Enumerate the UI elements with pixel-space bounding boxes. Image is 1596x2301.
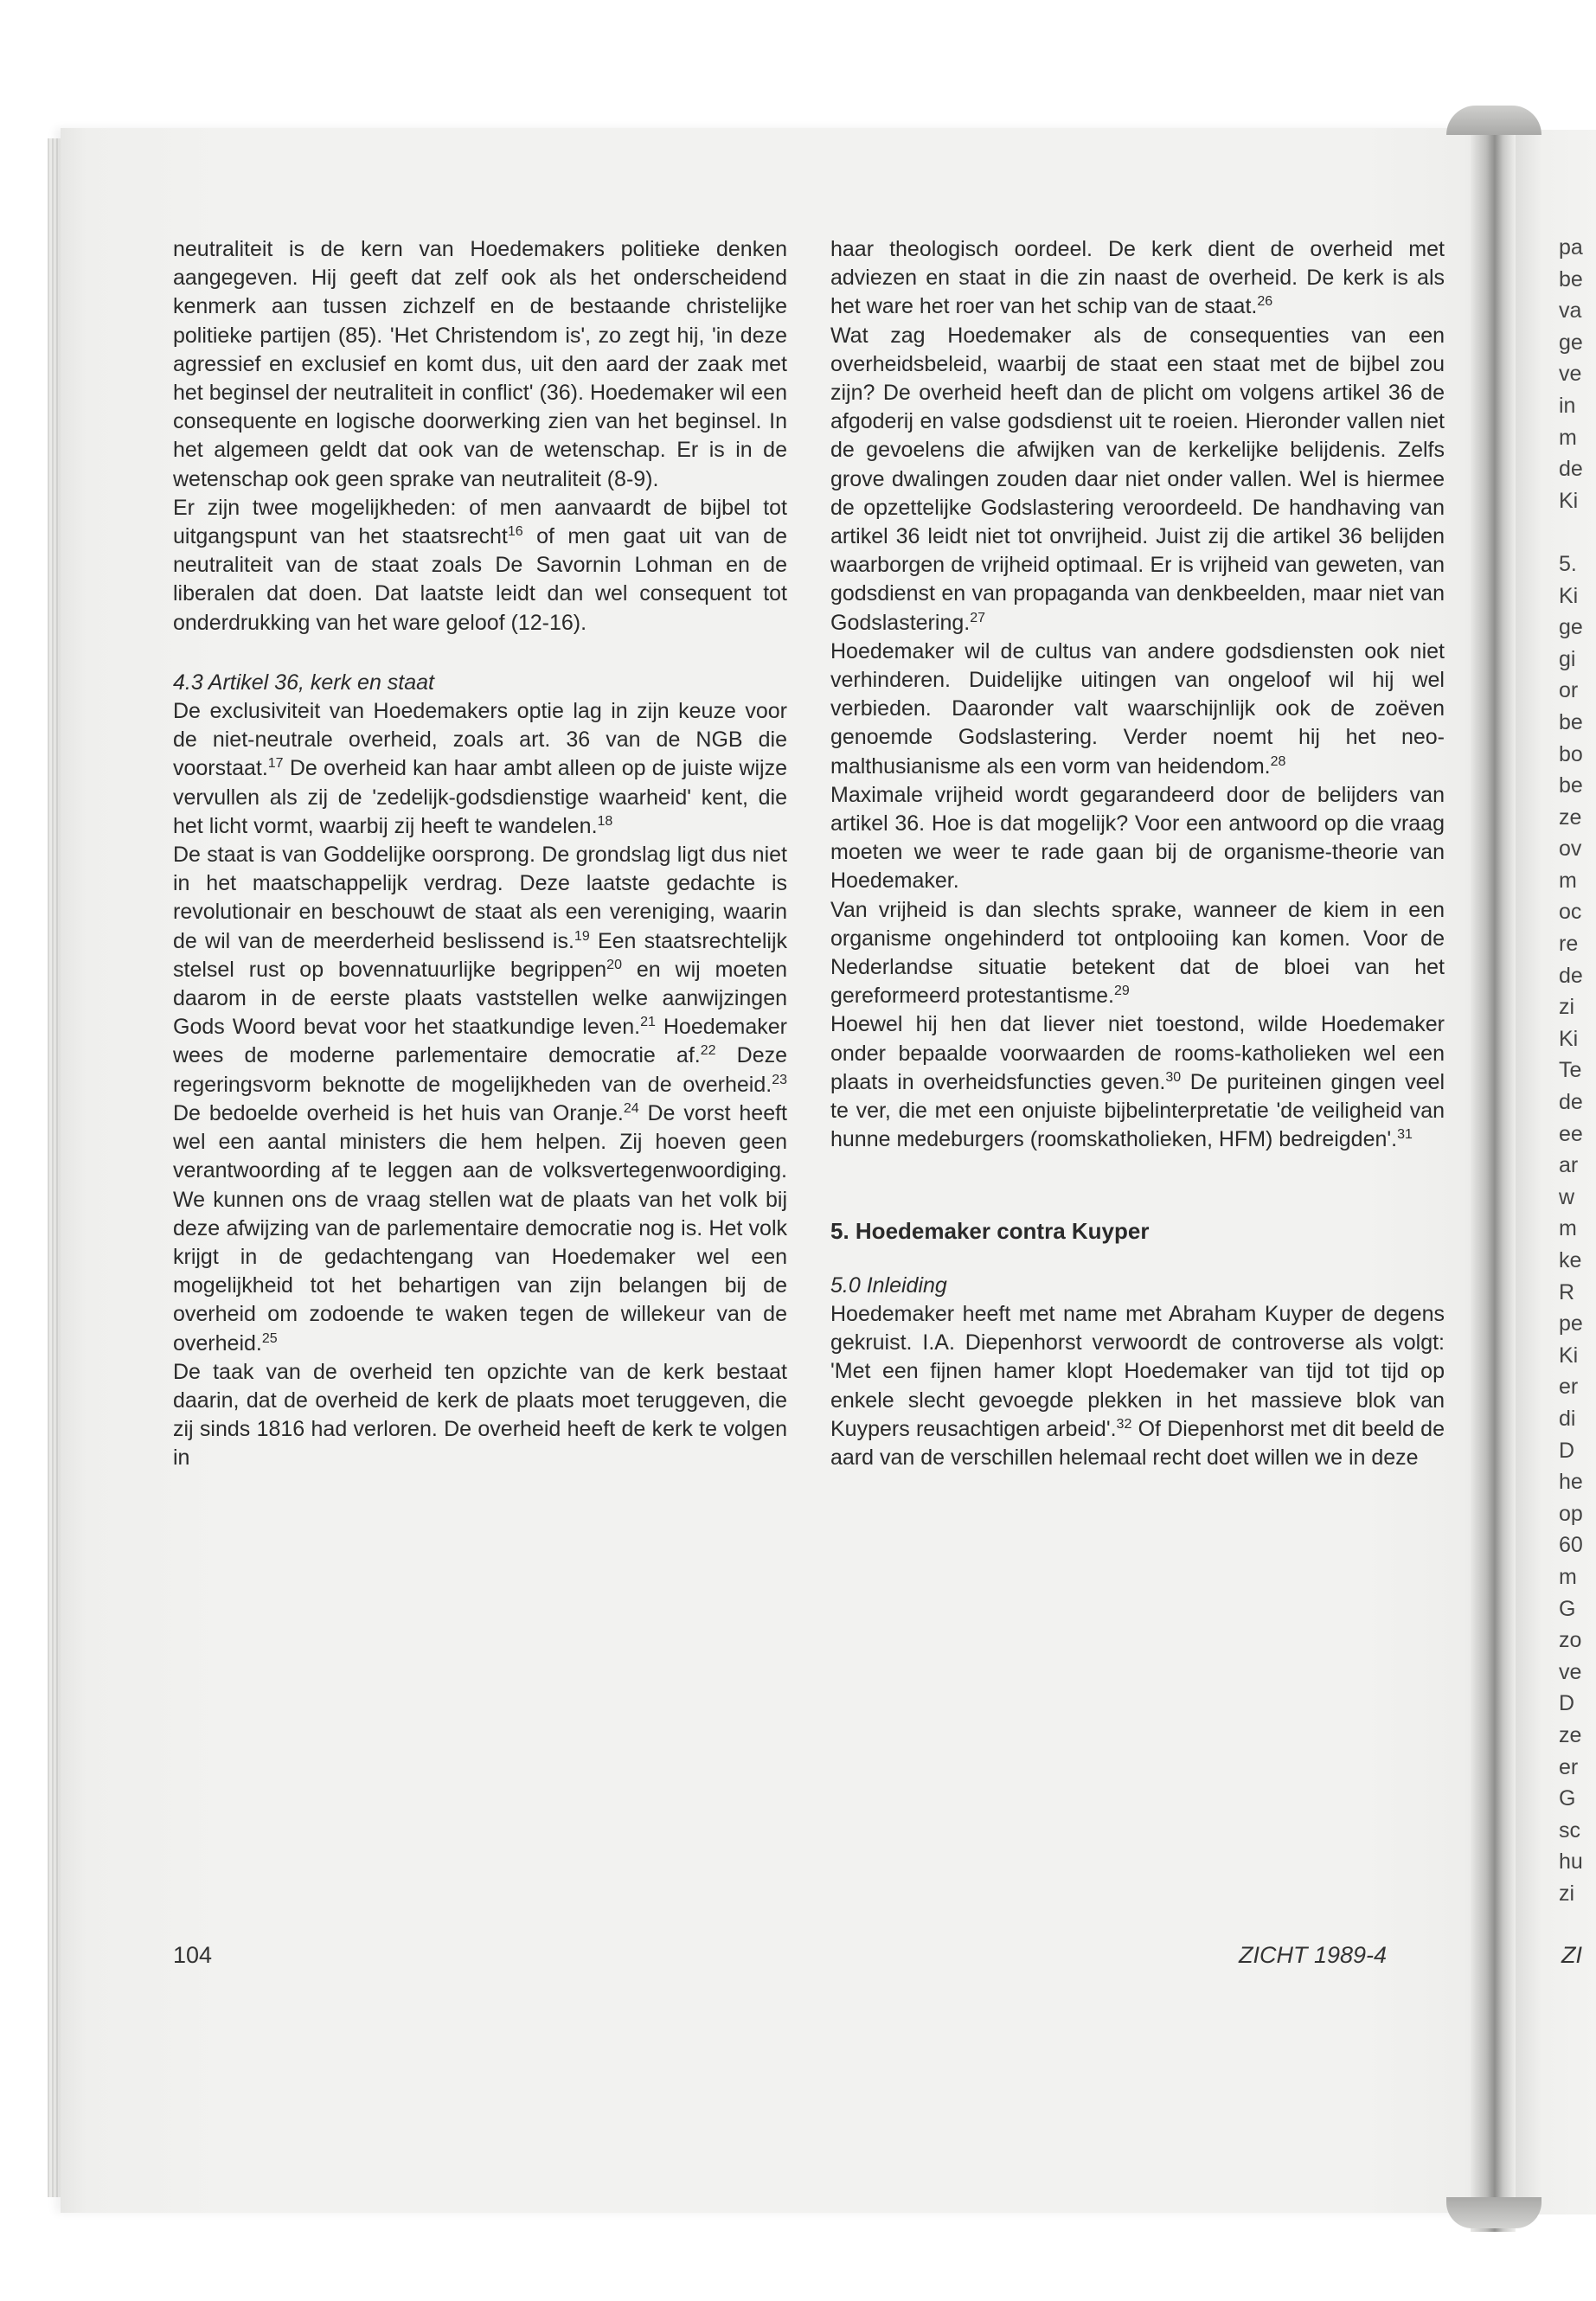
facing-page-line: G — [1559, 1596, 1576, 1621]
footnote-ref: 21 — [640, 1015, 656, 1030]
facing-page-line: oc — [1559, 900, 1582, 925]
footnote-ref: 32 — [1116, 1416, 1132, 1432]
paragraph: Er zijn twee mogelijkheden: of men aanvaardt de bijbel tot uitgangspunt van het staatsrecht$^{16}$ of men gaat uit van de neutraliteit van de staat zoals De Savornin Lohman en de liberalen dat doen. Dat laatste leidt dan wel consequent tot onderdrukking van het ware geloof (12-16). — [173, 495, 787, 635]
facing-page-line: be — [1559, 266, 1583, 292]
facing-page-line: m — [1559, 425, 1577, 450]
footnote-ref: 25 — [261, 1330, 278, 1346]
facing-page-line: de — [1559, 1090, 1583, 1115]
facing-page-line: 5. — [1559, 551, 1577, 576]
paragraph: haar theologisch oordeel. De kerk dient de overheid met adviezen en staat in die zin naast de overheid. De kerk is als het ware het roer van het schip van de staat.$^{26}$ — [830, 237, 1445, 319]
page-number: 104 — [173, 1942, 213, 1968]
facing-page-line: Ki — [1559, 1343, 1579, 1368]
facing-page-line: m — [1559, 868, 1577, 893]
footnote-ref: 22 — [700, 1043, 716, 1059]
facing-page-line: zo — [1559, 1628, 1582, 1653]
facing-page-line: 60 — [1559, 1533, 1583, 1558]
facing-page-line: pe — [1559, 1311, 1583, 1336]
paragraph: neutraliteit is de kern van Hoedemakers politieke denken aangegeven. Hij geeft dat zelf ook als het onderscheidend kenmerk aan tussen zichzelf en de bestaande christelijke politieke partijen (85). 'Het Christendom is', zo zegt hij, 'in deze agressief en exclusief en komt dus, uit den aard der zaak met het beginsel der neutraliteit in conflict' (36). Hoedemaker wil een consequente en logische doorwerking zien van het beginsel. In het algemeen geldt dat ook van de wetenschap. Er is in de wetenschap ook geen sprake van neutraliteit (8-9). — [173, 237, 787, 491]
facing-page-line: bo — [1559, 741, 1583, 766]
facing-page-text-fragment — [1559, 232, 1596, 1909]
footnote-ref: 20 — [606, 957, 622, 972]
facing-page-line: op — [1559, 1501, 1583, 1526]
facing-page-line: Te — [1559, 1058, 1582, 1083]
facing-page-line: zi — [1559, 1881, 1575, 1906]
footnote-ref: 17 — [267, 756, 284, 772]
facing-page-line: be — [1559, 773, 1583, 798]
facing-page-line: ze — [1559, 1722, 1582, 1747]
footnote-ref: 19 — [574, 928, 590, 944]
journal-footer: ZICHT 1989-4 — [1239, 1942, 1388, 1968]
footnote-ref: 27 — [970, 610, 985, 625]
facing-page-line: de — [1559, 963, 1583, 988]
book-gutter — [1471, 112, 1516, 2232]
facing-page-line: de — [1559, 457, 1583, 482]
spine-top — [1446, 106, 1542, 135]
footnote-ref: 28 — [1270, 753, 1286, 769]
paragraph: Hoedemaker heeft met name met Abraham Kuyper de degens gekruist. I.A. Diepenhorst verwoordt de controverse als volgt: 'Met een fijnen hamer klopt Hoedemaker van tijd tot tijd op enkele slecht gevoegde plekken in het massieve blok van Kuypers reusachtigen arbeid'.$^{32}$ Of Diepenhorst met dit beeld de aard van de verschillen helemaal recht doet willen we in deze — [830, 1301, 1445, 1470]
spine-bottom — [1446, 2197, 1542, 2228]
facing-page-line: w — [1559, 1184, 1575, 1209]
subsection-heading: 4.3 Artikel 36, kerk en staat — [173, 670, 435, 695]
facing-page-line: m — [1559, 1564, 1577, 1589]
paragraph: De taak van de overheid ten opzichte van de kerk bestaat daarin, dat de overheid de kerk de plaats moet teruggeven, die zij sinds 1816 had verloren. De overheid heeft de kerk te volgen in — [173, 1359, 787, 1471]
facing-page-line: D — [1559, 1691, 1575, 1716]
facing-page-line: gi — [1559, 646, 1576, 671]
facing-page-line: ze — [1559, 804, 1582, 830]
facing-page-line: Ki — [1559, 583, 1579, 608]
facing-page-line: G — [1559, 1786, 1576, 1811]
section-heading: 5. Hoedemaker contra Kuyper — [830, 1217, 1150, 1244]
facing-page-line: ve — [1559, 1659, 1582, 1684]
paragraph: Hoedemaker wil de cultus van andere godsdiensten ook niet verhinderen. Duidelijke uitingen van ongeloof wil hij wel verbieden. Daaronder valt waarschijnlijk ook de zoëven genoemde Godslastering. Verder noemt hij het neo-malthusianisme als een vorm van heidendom.$^{28}$ — [830, 638, 1445, 779]
footnote-ref: 30 — [1165, 1069, 1182, 1085]
facing-page-line: ar — [1559, 1153, 1579, 1178]
paragraph: De staat is van Goddelijke oorsprong. De grondslag ligt dus niet in het maatschappelijk verdrag. Deze laatste gedachte is revolutionair en beschouwt de staat als een vereniging, waarin de wil van de meerderheid beslissend is.$^{19}$ Een staatsrechtelijk stelsel rust op bovennatuurlijke begrippen$^{20}$ en wij moeten daarom in de eerste plaats vaststellen welke aanwijzingen Gods Woord bevat voor het staatkundige leven.$^{21}$ Hoedemaker wees de moderne parlementaire democratie af.$^{22}$ Deze regeringsvorm beknotte de mogelijkheden van de overheid.$^{23}$ De bedoelde overheid is het huis van Oranje.$^{24}$ De vorst heeft wel een aantal ministers die hem helpen. Zij hoeven geen verantwoording af te leggen aan de volksvertegenwoordiging. We kunnen ons de vraag stellen wat de plaats van het volk bij deze afwijzing van de parlementaire democratie nog is. Het volk krijgt in de gedachtengang van Hoedemaker wel een mogelijkheid tot het behartigen van zijn belangen bij de overheid om zodoende te waken tegen de willekeur van de overheid.$^{25}$ — [173, 843, 788, 1356]
footnote-ref: 29 — [1113, 984, 1130, 999]
footnote-ref: 26 — [1257, 294, 1273, 310]
facing-page-line: pa — [1559, 235, 1583, 260]
paragraph: Wat zag Hoedemaker als de consequenties van een overheidsbeleid, waarbij de staat een staat met de bijbel zou zijn? De overheid heeft dan de plicht om volgens artikel 36 de afgoderij en valse godsdienst uit te roeien. Hieronder vallen niet de gevoelens die afwijken van de kerkelijke belijdenis. Zelfs grove dwalingen zouden daar niet onder vallen. Wel is hiermee de opzettelijke Godslastering veroordeeld. De handhaving van artikel 36 leidt niet tot onvrijheid. Juist zij die artikel 36 belijden waarborgen de vrijheid optimaal. Er is vrijheid van geweten, van godsdienst en van propaganda van denkbeelden, maar niet van Godslastering.$^{27}$ — [830, 323, 1445, 635]
facing-page-line: he — [1559, 1470, 1583, 1495]
facing-page-line: va — [1559, 298, 1582, 324]
facing-page-line: in — [1559, 393, 1576, 418]
facing-page-line: sc — [1559, 1817, 1580, 1843]
facing-page-line — [1559, 516, 1596, 548]
facing-page-line: or — [1559, 678, 1579, 703]
footnote-ref: 16 — [507, 524, 523, 540]
facing-page-line: D — [1559, 1438, 1575, 1463]
footnote-ref: 18 — [597, 813, 613, 829]
footnote-ref: 31 — [1397, 1127, 1413, 1143]
facing-page-line: be — [1559, 709, 1583, 734]
facing-page-line: re — [1559, 932, 1579, 957]
facing-page-line: m — [1559, 1216, 1577, 1241]
footnote-ref: 23 — [772, 1072, 787, 1087]
facing-page-line: zi — [1559, 995, 1575, 1020]
subsection-heading: 5.0 Inleiding — [830, 1272, 947, 1298]
left-column — [173, 235, 787, 1473]
facing-page-line: Ki — [1559, 1026, 1579, 1051]
facing-page-line: ge — [1559, 615, 1583, 640]
facing-page-line: Ki — [1559, 488, 1579, 513]
facing-page-line: er — [1559, 1754, 1579, 1779]
facing-page-line: di — [1559, 1406, 1576, 1431]
facing-page-line: ge — [1559, 330, 1583, 355]
facing-page-line: R — [1559, 1279, 1575, 1304]
facing-page-line: er — [1559, 1375, 1579, 1400]
facing-page-footer: ZI — [1561, 1942, 1582, 1968]
right-column — [830, 235, 1445, 1472]
paragraph: Van vrijheid is dan slechts sprake, wanneer de kiem in een organisme ongehinderd tot ontplooiing kan komen. Voor de Nederlandse situatie betekent dat de bloei van het gereformeerd protestantisme.$^{29}$ — [830, 897, 1445, 1009]
facing-page-line: ee — [1559, 1121, 1583, 1146]
facing-page-line: hu — [1559, 1849, 1583, 1875]
paragraph: De exclusiviteit van Hoedemakers optie lag in zijn keuze voor de niet-neutrale overheid, zoals art. 36 van de NGB die voorstaat.$^{17}$ De overheid kan haar ambt alleen op de juiste wijze vervullen als zij de 'zedelijk-godsdienstige waarheid' kent, die het licht vormt, waarbij zij heeft te wandelen.$^{18}$ — [173, 699, 787, 838]
facing-page-line: ov — [1559, 836, 1582, 862]
facing-page-line: ke — [1559, 1248, 1582, 1272]
paragraph: Maximale vrijheid wordt gegarandeerd door de belijders van artikel 36. Hoe is dat mogelijk? Voor een antwoord op die vraag moeten we weer te rade gaan bij de organisme-theorie van Hoedemaker. — [830, 782, 1445, 894]
paragraph: Hoewel hij hen dat liever niet toestond, wilde Hoedemaker onder bepaalde voorwaarden de rooms-katholieken wel een plaats in overheidsfuncties geven.$^{30}$ De puriteinen gingen veel te ver, die met een onjuiste bijbelinterpretatie 'de veiligheid van hunne medeburgers (roomskatholieken, HFM) bedreigden'.$^{31}$ — [830, 1012, 1445, 1152]
footnote-ref: 24 — [623, 1100, 639, 1116]
facing-page-line: ve — [1559, 362, 1582, 387]
